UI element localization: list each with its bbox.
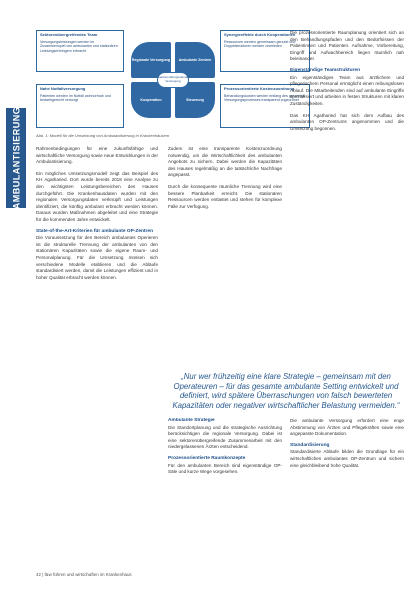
diagram-box-top-left xyxy=(36,30,124,72)
paragraph: Das KH Agatharied hat sich dem Aufbau des ambulanten OP-Zentrums angenommen und die Umsetzung begonnen. xyxy=(290,112,404,131)
paragraph: Rahmenbedingungen für eine zukunftsfähige und wirtschaftliche Versorgung sowie neue Entwicklungen in der Ambulantisierung. xyxy=(36,146,158,165)
subheading: Standardisierung xyxy=(290,442,330,448)
diagram-figure xyxy=(36,30,310,130)
section-tab-label: AMBULANTISIERUNG xyxy=(11,106,21,210)
paragraph: Die Voraussetzung für den Bereich ambulantes Operieren ist die strukturelle Trennung der ambulanten von den stationären Kapazitäten sowie die eigene Raum- und Personalplanung. Für die Umsetzung müssen sich verschiedene Modelle etablieren und die Abläufe standardisiert werden, damit die Leistungen effizient und in hoher Qualität erbracht werden können. xyxy=(36,235,158,280)
diagram-box-title: Sektorenübergreifendes Team xyxy=(40,32,98,37)
diagram-segment: Kooperation xyxy=(131,82,171,118)
text-column-2-bottom xyxy=(168,418,282,568)
diagram-box-title: Synergieeffekte durch Kooperationen xyxy=(224,32,296,37)
diagram-center xyxy=(128,38,218,122)
paragraph: Zudem ist eine transparente Kostenzuordnung notwendig, um die Wirtschaftlichkeit des ambulanten Angebots zu sichern. Dabei werden die Kapazitäten des Hauses regelmäßig an die tatsächliche Nachfrage angepasst. xyxy=(168,146,282,178)
paragraph: Standardisierte Abläufe bilden die Grundlage für ein wirtschaftliches ambulantes OP-Zentrum und sichern eine gleichbleibend hohe Qualität. xyxy=(290,449,404,468)
text-column-2-top xyxy=(168,146,282,368)
paragraph: Ein eigenständiges Team aus ärztlichem und pflegerischem Personal ermöglicht einen reibungslosen Ablauf. Die Mitarbeitenden sind auf ambulante Eingriffe spezialisiert und arbeiten in festen Strukturen mit klaren Zuständigkeiten. xyxy=(290,74,404,106)
text-column-3-bottom xyxy=(290,418,404,568)
diagram-segment: Regionale Versorgung xyxy=(131,42,171,78)
diagram-box-title: Nahe Notfallversorgung xyxy=(40,86,86,91)
paragraph: Die ambulante Versorgung erfordert eine enge Abstimmung von Ärzten und Pflegekräften sowie eine angepasste Dokumentation. xyxy=(290,418,404,437)
pull-quote: „Nur wer frühzeitig eine klare Strategie – gemeinsam mit den Operateuren – für das gesamte ambulante Setting entwickelt und definiert, wird spätere Überraschungen von falsch bewerteten Kapazitäten oder negativer wirtschaftlicher Belastung vermeiden.“ xyxy=(172,372,400,410)
subheading: Prozessorientierte Raumkonzepte xyxy=(168,455,246,461)
paragraph: Für den ambulanten Bereich sind eigenständige OP-Säle und kurze Wege vorgesehen. xyxy=(168,462,282,475)
paragraph: Die prozessorientierte Raumplanung orientiert sich an den Behandlungspfaden und den Bedürfnissen der Patientinnen und Patienten. Aufnahme, Vorbereitung, Eingriff und Aufwachbereich liegen räumlich nah beieinander. xyxy=(290,30,404,62)
diagram-box-title: Prozessorientierte Kostenzuordnung xyxy=(224,86,295,91)
page-footer: 42 | f&w führen und wirtschaften im Krankenhaus xyxy=(36,572,132,577)
diagram-segment: Ambulante Zentren xyxy=(175,42,215,78)
text-column-1 xyxy=(36,146,158,566)
diagram-box-text: Patienten werden im Notfall wohnortnah und bedarfsgerecht versorgt xyxy=(40,93,111,103)
diagram-box-bottom-left xyxy=(36,84,124,128)
figure-caption: Abb. 1: Modell für die Umsetzung von Ambulantisierung in Krankenhäusern xyxy=(36,133,170,138)
subheading: Ambulante Strategie xyxy=(168,418,215,423)
section-tab xyxy=(6,108,26,208)
paragraph: Ein mögliches Umsetzungsmodell zeigt das Beispiel des KH Agatharied. Dort wurde bereits 2018 eine Analyse zu den wichtigsten Leistungsbereichen des Hauses durchgeführt. Die Krankenhausdaten wurden mit den regionalen Versorgungsdaten verknüpft und Leistungen identifiziert, die künftig ambulant erbracht werden können. Daraus wurden Maßnahmen abgeleitet und eine Strategie für die kommenden Jahre entwickelt. xyxy=(36,170,158,222)
diagram-box-text: Ressourcen werden gemeinsam genutzt und Doppelstrukturen werden vermieden xyxy=(224,39,296,49)
subheading: Eigenständige Teamstrukturen xyxy=(290,67,361,73)
diagram-center-title: Sektorenübergreifende Versorgung xyxy=(157,72,189,88)
paragraph: Die Standortplanung und die strategische Ausrichtung berücksichtigen die regionale Versorgung. Dabei ist eine sektorenübergreifende Zusammenarbeit mit den niedergelassenen Ärzten entscheidend. xyxy=(168,424,282,450)
paragraph: Durch die konsequente räumliche Trennung wird eine bessere Planbarkeit erreicht. Die stationären Ressourcen werden entlastet und stehen für komplexe Fälle zur Verfügung. xyxy=(168,183,282,209)
diagram-segment: Steuerung xyxy=(175,82,215,118)
diagram-box-text: Versorgungsleistungen werden im Zusammenspiel von ambulanten und stationären Leistungserbringern erbracht xyxy=(40,39,118,53)
subheading: State-of-the-Art-Kriterien für ambulante OP-Zentren xyxy=(36,228,153,234)
diagram-box-text: Behandlungskosten werden entlang des gesamten Versorgungsprozesses transparent zugeordnet xyxy=(224,93,305,103)
text-column-3-top xyxy=(290,30,404,368)
